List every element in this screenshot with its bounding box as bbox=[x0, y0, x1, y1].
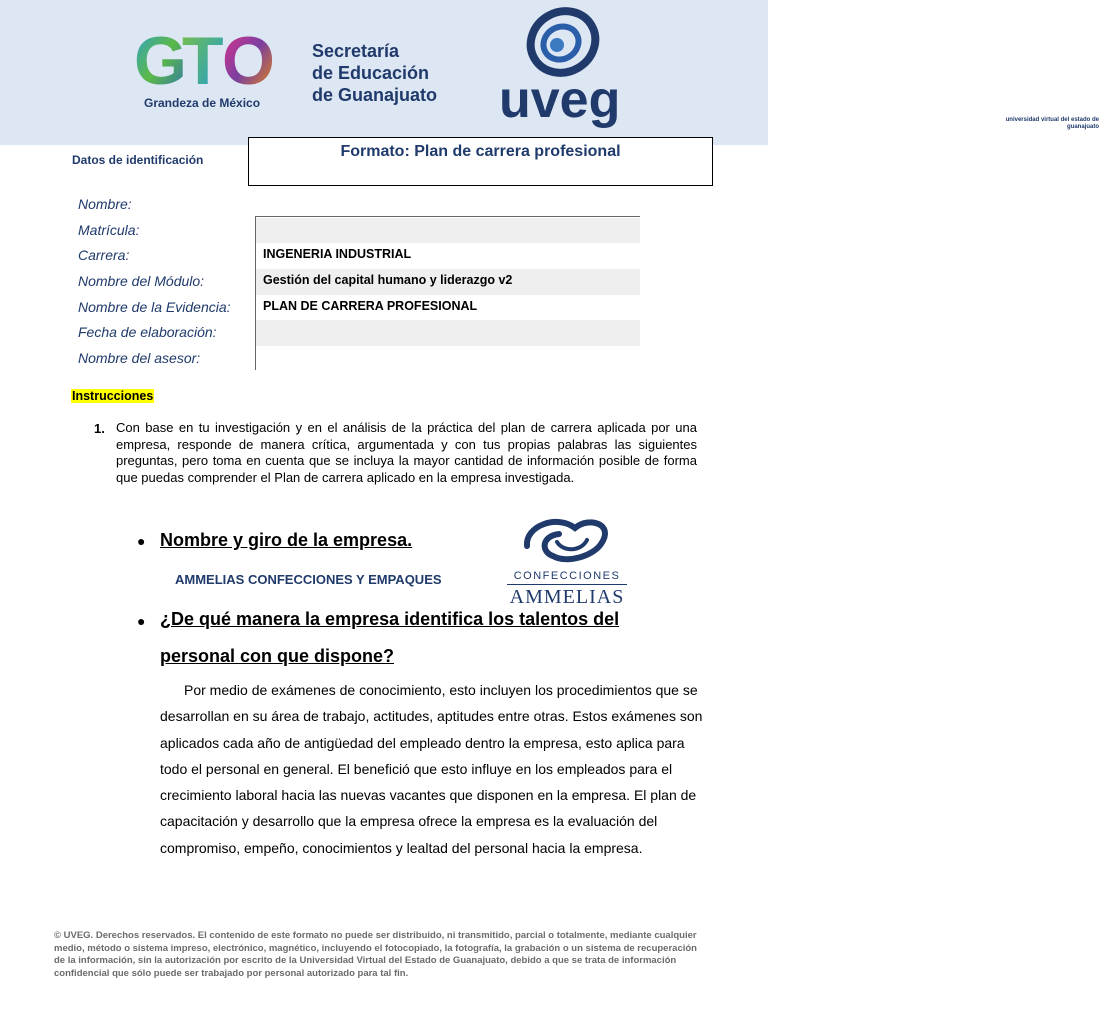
svg-text:G: G bbox=[134, 23, 187, 99]
table-divider bbox=[255, 216, 640, 217]
uveg-logo-mark bbox=[497, 5, 637, 135]
field-label: Carrera: bbox=[78, 247, 130, 264]
field-label: Nombre: bbox=[78, 196, 132, 212]
header-band bbox=[0, 0, 1099, 145]
uveg-subtitle: universidad virtual del estado de guanajuato bbox=[1005, 117, 1099, 130]
field-row-asesor bbox=[72, 346, 640, 372]
field-value[interactable] bbox=[255, 346, 640, 372]
field-label: Nombre de la Evidencia: bbox=[78, 298, 231, 315]
field-value[interactable]: INGENERIA INDUSTRIAL bbox=[263, 247, 412, 262]
identification-table bbox=[72, 192, 640, 372]
gto-tagline: Grandeza de México bbox=[144, 96, 261, 110]
bullet-icon: ● bbox=[137, 613, 146, 629]
ammelias-logo-name: AMMELIAS bbox=[509, 586, 625, 608]
field-label: Fecha de elaboración: bbox=[78, 324, 217, 341]
secretaria-line-2: de Educación bbox=[312, 63, 430, 83]
format-title-box bbox=[248, 137, 713, 186]
field-value[interactable] bbox=[255, 320, 640, 346]
ammelias-logo-divider bbox=[507, 584, 627, 585]
field-row-modulo bbox=[72, 269, 640, 295]
bullet-icon: ● bbox=[137, 533, 146, 549]
field-label: Nombre del Módulo: bbox=[78, 273, 205, 290]
question-2-heading-line-1: ¿De qué manera la empresa identifica los talentos del bbox=[160, 609, 620, 629]
field-label: Matrícula: bbox=[78, 221, 140, 238]
copyright-footer: © UVEG. Derechos reservados. El contenido de este formato no puede ser distribuido, ni transmitido, parcial o totalmente, mediante cualquier medio, método o sistema impreso, electrónico, magnético, incluyendo el fotocopiado, la fotografía, la grabación o un sistema de recuperación de la información, sin la autorización por escrito de la Universidad Virtual del Estado de Guanajuato, debido a que se trata de información confidencial que sólo puede ser trabajado por personal autorizado para tal fin. bbox=[54, 930, 697, 979]
question-1-heading: Nombre y giro de la empresa. bbox=[160, 530, 413, 550]
instructions-label: Instrucciones bbox=[72, 389, 154, 403]
format-title: Formato: Plan de carrera profesional bbox=[340, 143, 621, 160]
field-value[interactable]: PLAN DE CARRERA PROFESIONAL bbox=[263, 298, 478, 313]
field-row-fecha bbox=[72, 320, 640, 346]
answer-paragraph: Por medio de exámenes de conocimiento, esto incluyen los procedimientos que se desarrollan en su área de trabajo, actitudes, aptitudes entre otras. Estos exámenes son aplicados cada año de antigüedad del empleado dentro la empresa, esto aplica para todo el personal en general. El benefició que esto influye en los empleados para el crecimiento laboral hacia las nuevas vacantes que disponen en la empresa. El plan de capacitación y desarrollo que la empresa ofrece la empresa es la evaluación del compromiso, empeño, conocimientos y lealtad del personal hacia la empresa. bbox=[160, 682, 703, 856]
field-label: Nombre del asesor: bbox=[78, 350, 201, 367]
svg-text:O: O bbox=[222, 23, 275, 99]
secretaria-line-1: Secretaría bbox=[312, 41, 400, 61]
identification-label: Datos de identificación bbox=[72, 153, 204, 167]
field-row-name bbox=[72, 192, 640, 218]
question-2-heading-line-2: personal con que dispone? bbox=[160, 646, 395, 666]
instructions-text: Con base en tu investigación y en el análisis de la práctica del plan de carrera aplicada por una empresa, responde de manera crítica, argumentada y con tus propias palabras las siguientes preguntas, pero toma en cuenta que se incluya la mayor cantidad de información posible de forma que puedas comprender el Plan de carrera aplicado en la empresa investigada. bbox=[116, 420, 697, 485]
gto-logo bbox=[134, 23, 284, 112]
gto-logo-mark bbox=[134, 23, 284, 99]
uveg-logo bbox=[497, 5, 1099, 135]
company-name: AMMELIAS CONFECCIONES Y EMPAQUES bbox=[175, 572, 442, 587]
field-row-carrera bbox=[72, 243, 640, 269]
instructions-number: 1. bbox=[94, 421, 105, 436]
uveg-wordmark: uveg bbox=[499, 71, 621, 129]
field-row-evidencia bbox=[72, 295, 640, 321]
svg-text:T: T bbox=[182, 23, 224, 99]
field-row-matricula bbox=[72, 218, 640, 244]
question-2-answer bbox=[160, 677, 705, 861]
ammelias-logo-mark bbox=[497, 512, 637, 572]
ammelias-logo-subtitle: CONFECCIONES bbox=[513, 570, 621, 582]
table-divider bbox=[255, 216, 256, 370]
field-value[interactable] bbox=[255, 218, 640, 244]
ammelias-logo bbox=[497, 512, 637, 608]
secretaria-title bbox=[312, 40, 437, 106]
field-value[interactable]: Gestión del capital humano y liderazgo v2 bbox=[255, 269, 640, 295]
secretaria-line-3: de Guanajuato bbox=[312, 85, 438, 105]
